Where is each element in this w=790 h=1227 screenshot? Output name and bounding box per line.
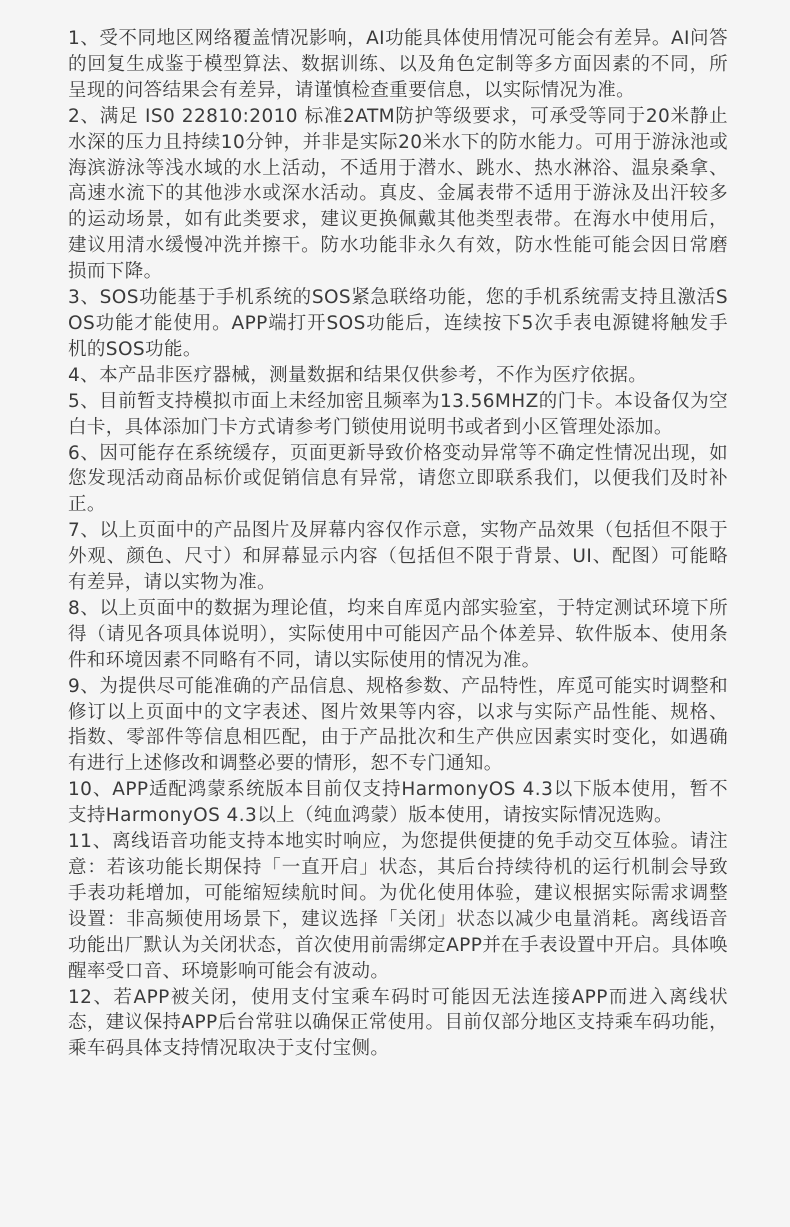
note-12: 12、若APP被关闭，使用支付宝乘车码时可能因无法连接APP而进入离线状态，建议保持APP后台常驻以确保正常使用。目前仅部分地区支持乘车码功能，乘车码具体支持情况取决于支付宝侧。 <box>68 986 728 1060</box>
note-5: 5、目前暂支持模拟市面上未经加密且频率为13.56MHZ的门卡。本设备仅为空白卡，具体添加门卡方式请参考门锁使用说明书或者到小区管理处添加。 <box>68 390 728 438</box>
note-11: 11、离线语音功能支持本地实时响应，为您提供便捷的免手动交互体验。请注意：若该功能长期保持「一直开启」状态，其后台持续待机的运行机制会导致手表功耗增加，可能缩短续航时间。为优化使用体验，建议根据实际需求调整设置：非高频使用场景下，建议选择「关闭」状态以减少电量消耗。离线语音功能出厂默认为关闭状态，首次使用前需绑定APP并在手表设置中开启。具体唤醒率受口音、环境影响可能会有波动。 <box>68 831 728 982</box>
note-2: 2、满足 IS0 22810:2010 标准2ATM防护等级要求，可承受等同于20米静止水深的压力且持续10分钟，并非是实际20米水下的防水能力。可用于游泳池或海滨游泳等浅水域的水上活动，不适用于潜水、跳水、热水淋浴、温泉桑拿、高速水流下的其他涉水或深水活动。真皮、金属表带不适用于游泳及出汗较多的运动场景，如有此类要求，建议更换佩戴其他类型表带。在海水中使用后，建议用清水缓慢冲洗并擦干。防水功能非永久有效，防水性能可能会因日常磨损而下降。 <box>68 105 728 283</box>
note-1: 1、受不同地区网络覆盖情况影响，AI功能具体使用情况可能会有差异。AI问答的回复生成鉴于模型算法、数据训练、以及角色定制等多方面因素的不同，所呈现的问答结果会有差异，请谨慎检查重要信息，以实际情况为准。 <box>68 28 728 101</box>
note-8: 8、以上页面中的数据为理论值，均来自库觅内部实验室，于特定测试环境下所得（请见各项具体说明），实际使用中可能因产品个体差异、软件版本、使用条件和环境因素不同略有不同，请以实际使用的情况为准。 <box>68 597 728 671</box>
note-4: 4、本产品非医疗器械，测量数据和结果仅供参考，不作为医疗依据。 <box>68 364 648 386</box>
note-9: 9、为提供尽可能准确的产品信息、规格参数、产品特性，库觅可能实时调整和修订以上页面中的文字表述、图片效果等内容，以求与实际产品性能、规格、指数、零部件等信息相匹配，由于产品批次和生产供应因素实时变化，如遇确有进行上述修改和调整必要的情形，恕不专门通知。 <box>68 675 728 775</box>
disclaimer-notes-list <box>68 26 728 1062</box>
note-7: 7、以上页面中的产品图片及屏幕内容仅作示意，实物产品效果（包括但不限于外观、颜色、尺寸）和屏幕显示内容（包括但不限于背景、UI、配图）可能略有差异，请以实物为准。 <box>68 520 728 594</box>
note-10: 10、APP适配鸿蒙系统版本目前仅支持HarmonyOS 4.3以下版本使用，暂不支持HarmonyOS 4.3以上（纯血鸿蒙）版本使用，请按实际情况选购。 <box>68 779 728 827</box>
note-6: 6、因可能存在系统缓存，页面更新导致价格变动异常等不确定性情况出现，如您发现活动商品标价或促销信息有异常，请您立即联系我们，以便我们及时补正。 <box>68 442 728 516</box>
note-3: 3、SOS功能基于手机系统的SOS紧急联络功能，您的手机系统需支持且激活SOS功能才能使用。APP端打开SOS功能后，连续按下5次手表电源键将触发手机的SOS功能。 <box>68 287 728 360</box>
